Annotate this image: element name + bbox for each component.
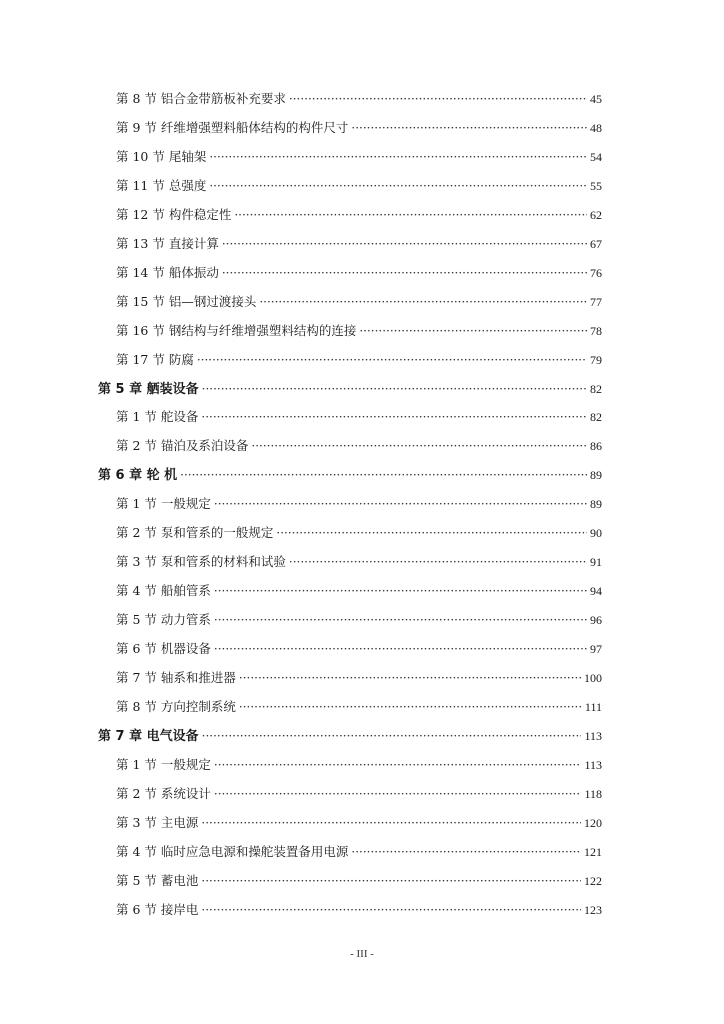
toc-section-entry [116,899,602,921]
toc-entry-title: 第 3 节 泵和管系的材料和试验 [116,554,286,570]
dot-leader [214,783,582,805]
toc-entry-title: 第 10 节 尾轴架 [116,148,207,164]
toc-entry-title: 第 16 节 钢结构与纤维增强塑料结构的连接 [116,322,357,338]
toc-entry-page-number: 45 [590,92,602,106]
toc-entry-title: 第 5 节 蓄电池 [116,872,199,888]
toc-section-entry [116,580,602,602]
dot-leader [214,609,587,631]
toc-section-entry [116,320,602,342]
toc-section-entry [116,175,602,197]
toc-entry-title: 第 2 节 锚泊及系泊设备 [116,438,249,454]
toc-entry-page-number: 96 [590,613,602,628]
toc-section-entry [116,667,602,689]
toc-section-entry [116,522,602,544]
dot-leader [180,464,587,486]
toc-section-entry [116,291,602,313]
dot-leader [214,754,582,776]
toc-section-entry [116,146,602,168]
toc-entry-page-number: 91 [590,555,602,570]
dot-leader [214,493,587,515]
toc-entry-page-number: 100 [584,671,602,685]
toc-section-entry [116,812,602,834]
dot-leader [351,117,587,139]
toc-entry-page-number: 79 [590,352,602,367]
dot-leader [251,435,587,457]
toc-entry-page-number: 86 [590,439,602,454]
dot-leader [239,696,582,718]
toc-entry-page-number: 54 [590,149,602,164]
toc-entry-page-number: 48 [590,120,602,135]
toc-entry-title: 第 7 章 电气设备 [98,728,199,744]
toc-section-entry [116,841,602,863]
toc-section-entry [116,406,602,428]
toc-entry-page-number: 62 [590,207,602,222]
toc-section-entry [116,117,602,139]
toc-entry-title: 第 8 节 方向控制系统 [116,698,236,714]
toc-section-entry [116,435,602,457]
page-number-footer: - III - [350,948,374,960]
toc-entry-title: 第 15 节 铝—钢过渡接头 [116,293,257,309]
toc-entry-page-number: 94 [590,584,602,599]
toc-entry-title: 第 7 节 轴系和推进器 [116,670,236,685]
toc-section-entry [116,696,602,718]
dot-leader [222,233,587,255]
toc-entry-page-number: 121 [584,844,602,859]
dot-leader [259,291,587,313]
dot-leader [201,812,581,834]
toc-entry-title: 第 3 节 主电源 [116,814,199,830]
toc-entry-title: 第 8 节 铝合金带筋板补充要求 [116,91,286,106]
dot-leader [351,841,581,863]
toc-entry-title: 第 12 节 构件稳定性 [116,206,232,222]
dot-leader [209,175,587,197]
toc-entry-title: 第 9 节 纤维增强塑料船体结构的构件尺寸 [116,119,349,135]
toc-entry-page-number: 97 [590,642,602,657]
dot-leader [239,667,581,689]
toc-section-entry [116,262,602,284]
toc-entry-page-number: 82 [590,381,602,396]
toc-section-entry [116,609,602,631]
toc-entry-page-number: 120 [584,815,602,830]
toc-entry-title: 第 17 节 防腐 [116,351,194,367]
toc-entry-title: 第 6 节 接岸电 [116,901,199,917]
toc-entry-page-number: 111 [584,699,602,714]
toc-chapter-entry [98,725,602,747]
toc-section-entry [116,870,602,892]
toc-section-entry [116,783,602,805]
dot-leader [201,406,587,428]
toc-entry-page-number: 113 [584,728,602,743]
toc-entry-page-number: 82 [590,410,602,425]
toc-entry-page-number: 113 [584,757,602,772]
toc-entry-title: 第 6 节 机器设备 [116,641,211,657]
dot-leader [234,204,587,226]
toc-entry-title: 第 5 章 舾装设备 [98,381,199,397]
dot-leader [202,378,587,400]
toc-entry-page-number: 89 [590,468,602,483]
dot-leader [276,522,587,544]
toc-entry-page-number: 78 [590,323,602,338]
toc-entry-title: 第 4 节 船舶管系 [116,583,211,599]
toc-entry-page-number: 90 [590,526,602,541]
toc-section-entry [116,638,602,660]
toc-entry-page-number: 76 [590,265,602,280]
toc-chapter-entry [98,378,602,400]
toc-section-entry [116,551,602,573]
toc-entry-title: 第 6 章 轮 机 [98,468,178,484]
toc-section-entry [116,233,602,255]
dot-leader [202,725,582,747]
dot-leader [197,349,587,371]
toc-entry-title: 第 1 节 一般规定 [116,496,211,512]
dot-leader [214,580,587,602]
toc-section-entry [116,88,602,110]
toc-entry-page-number: 77 [590,294,602,309]
dot-leader [214,638,587,660]
toc-section-entry [116,204,602,226]
dot-leader [201,899,581,921]
toc-section-entry [116,754,602,776]
toc-entry-title: 第 2 节 泵和管系的一般规定 [116,525,274,541]
toc-entry-title: 第 14 节 船体振动 [116,264,219,280]
toc-section-entry [116,349,602,371]
toc-entry-page-number: 67 [590,236,602,251]
toc-entry-title: 第 4 节 临时应急电源和操舵装置备用电源 [116,843,349,859]
toc-entry-page-number: 122 [584,873,602,888]
toc-entry-title: 第 13 节 直接计算 [116,235,219,251]
toc-entry-title: 第 11 节 总强度 [116,177,207,193]
dot-leader [209,146,587,168]
dot-leader [289,551,587,573]
toc-chapter-entry [98,464,602,486]
dot-leader [222,262,587,284]
toc-entry-title: 第 2 节 系统设计 [116,785,211,801]
toc-entry-title: 第 5 节 动力管系 [116,612,211,628]
dot-leader [289,88,587,110]
toc-entry-page-number: 123 [584,902,602,917]
toc-entry-page-number: 55 [590,178,602,193]
toc-section-entry [116,493,602,515]
toc-entry-page-number: 89 [590,497,602,512]
toc-entry-page-number: 118 [584,786,602,801]
dot-leader [359,320,587,342]
dot-leader [201,870,581,892]
toc-entry-title: 第 1 节 舵设备 [116,409,199,425]
toc-entry-title: 第 1 节 一般规定 [116,756,211,772]
